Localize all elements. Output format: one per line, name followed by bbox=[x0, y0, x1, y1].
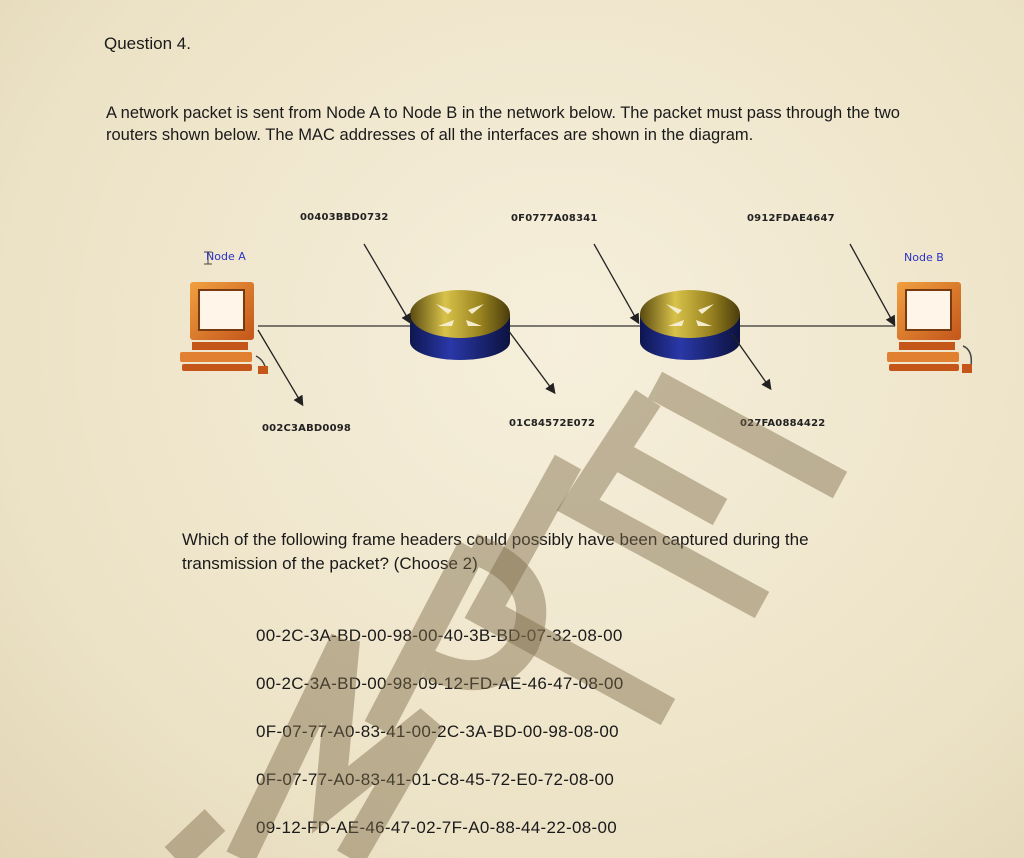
answer-option-5[interactable]: 09-12-FD-AE-46-47-02-7F-A0-88-44-22-08-00 bbox=[256, 818, 617, 837]
mac-router1-left: 00403BBD0732 bbox=[300, 212, 389, 223]
node-b-label: Node B bbox=[904, 251, 944, 264]
node-a-computer-icon bbox=[180, 282, 268, 374]
router-2-icon bbox=[640, 290, 740, 360]
intro-paragraph: A network packet is sent from Node A to Node B in the network below. The packet must pass through the two routers shown below. The MAC addresses of all the interfaces are shown in the diagram. bbox=[106, 104, 900, 144]
mac-router1-right: 01C84572E072 bbox=[509, 418, 596, 429]
mac-router2-left: 0F0777A08341 bbox=[511, 213, 598, 224]
answer-option-1[interactable]: 00-2C-3A-BD-00-98-00-40-3B-BD-07-32-08-00 bbox=[256, 626, 623, 645]
arrow-router1-left bbox=[364, 244, 410, 322]
node-b-computer-icon bbox=[887, 282, 972, 373]
question-title: Question 4. bbox=[104, 34, 191, 53]
mac-router2-right: 027FA0884422 bbox=[740, 418, 826, 429]
arrow-router1-right bbox=[508, 330, 554, 392]
mac-node-b: 0912FDAE4647 bbox=[747, 213, 835, 224]
arrow-router2-left bbox=[594, 244, 638, 322]
mac-node-a: 002C3ABD0098 bbox=[262, 423, 352, 434]
arrow-router2-right bbox=[732, 334, 770, 388]
answer-option-2[interactable]: 00-2C-3A-BD-00-98-09-12-FD-AE-46-47-08-00 bbox=[256, 674, 624, 693]
router-1-icon bbox=[410, 290, 510, 360]
node-a-label: Node A bbox=[206, 250, 246, 263]
answer-option-3[interactable]: 0F-07-77-A0-83-41-00-2C-3A-BD-00-98-08-00 bbox=[256, 722, 619, 741]
answer-option-4[interactable]: 0F-07-77-A0-83-41-01-C8-45-72-E0-72-08-00 bbox=[256, 770, 615, 789]
question-text: Which of the following frame headers could possibly have been captured during the transmission of the packet? (Choose 2) bbox=[182, 530, 809, 573]
arrow-node-b bbox=[850, 244, 894, 324]
